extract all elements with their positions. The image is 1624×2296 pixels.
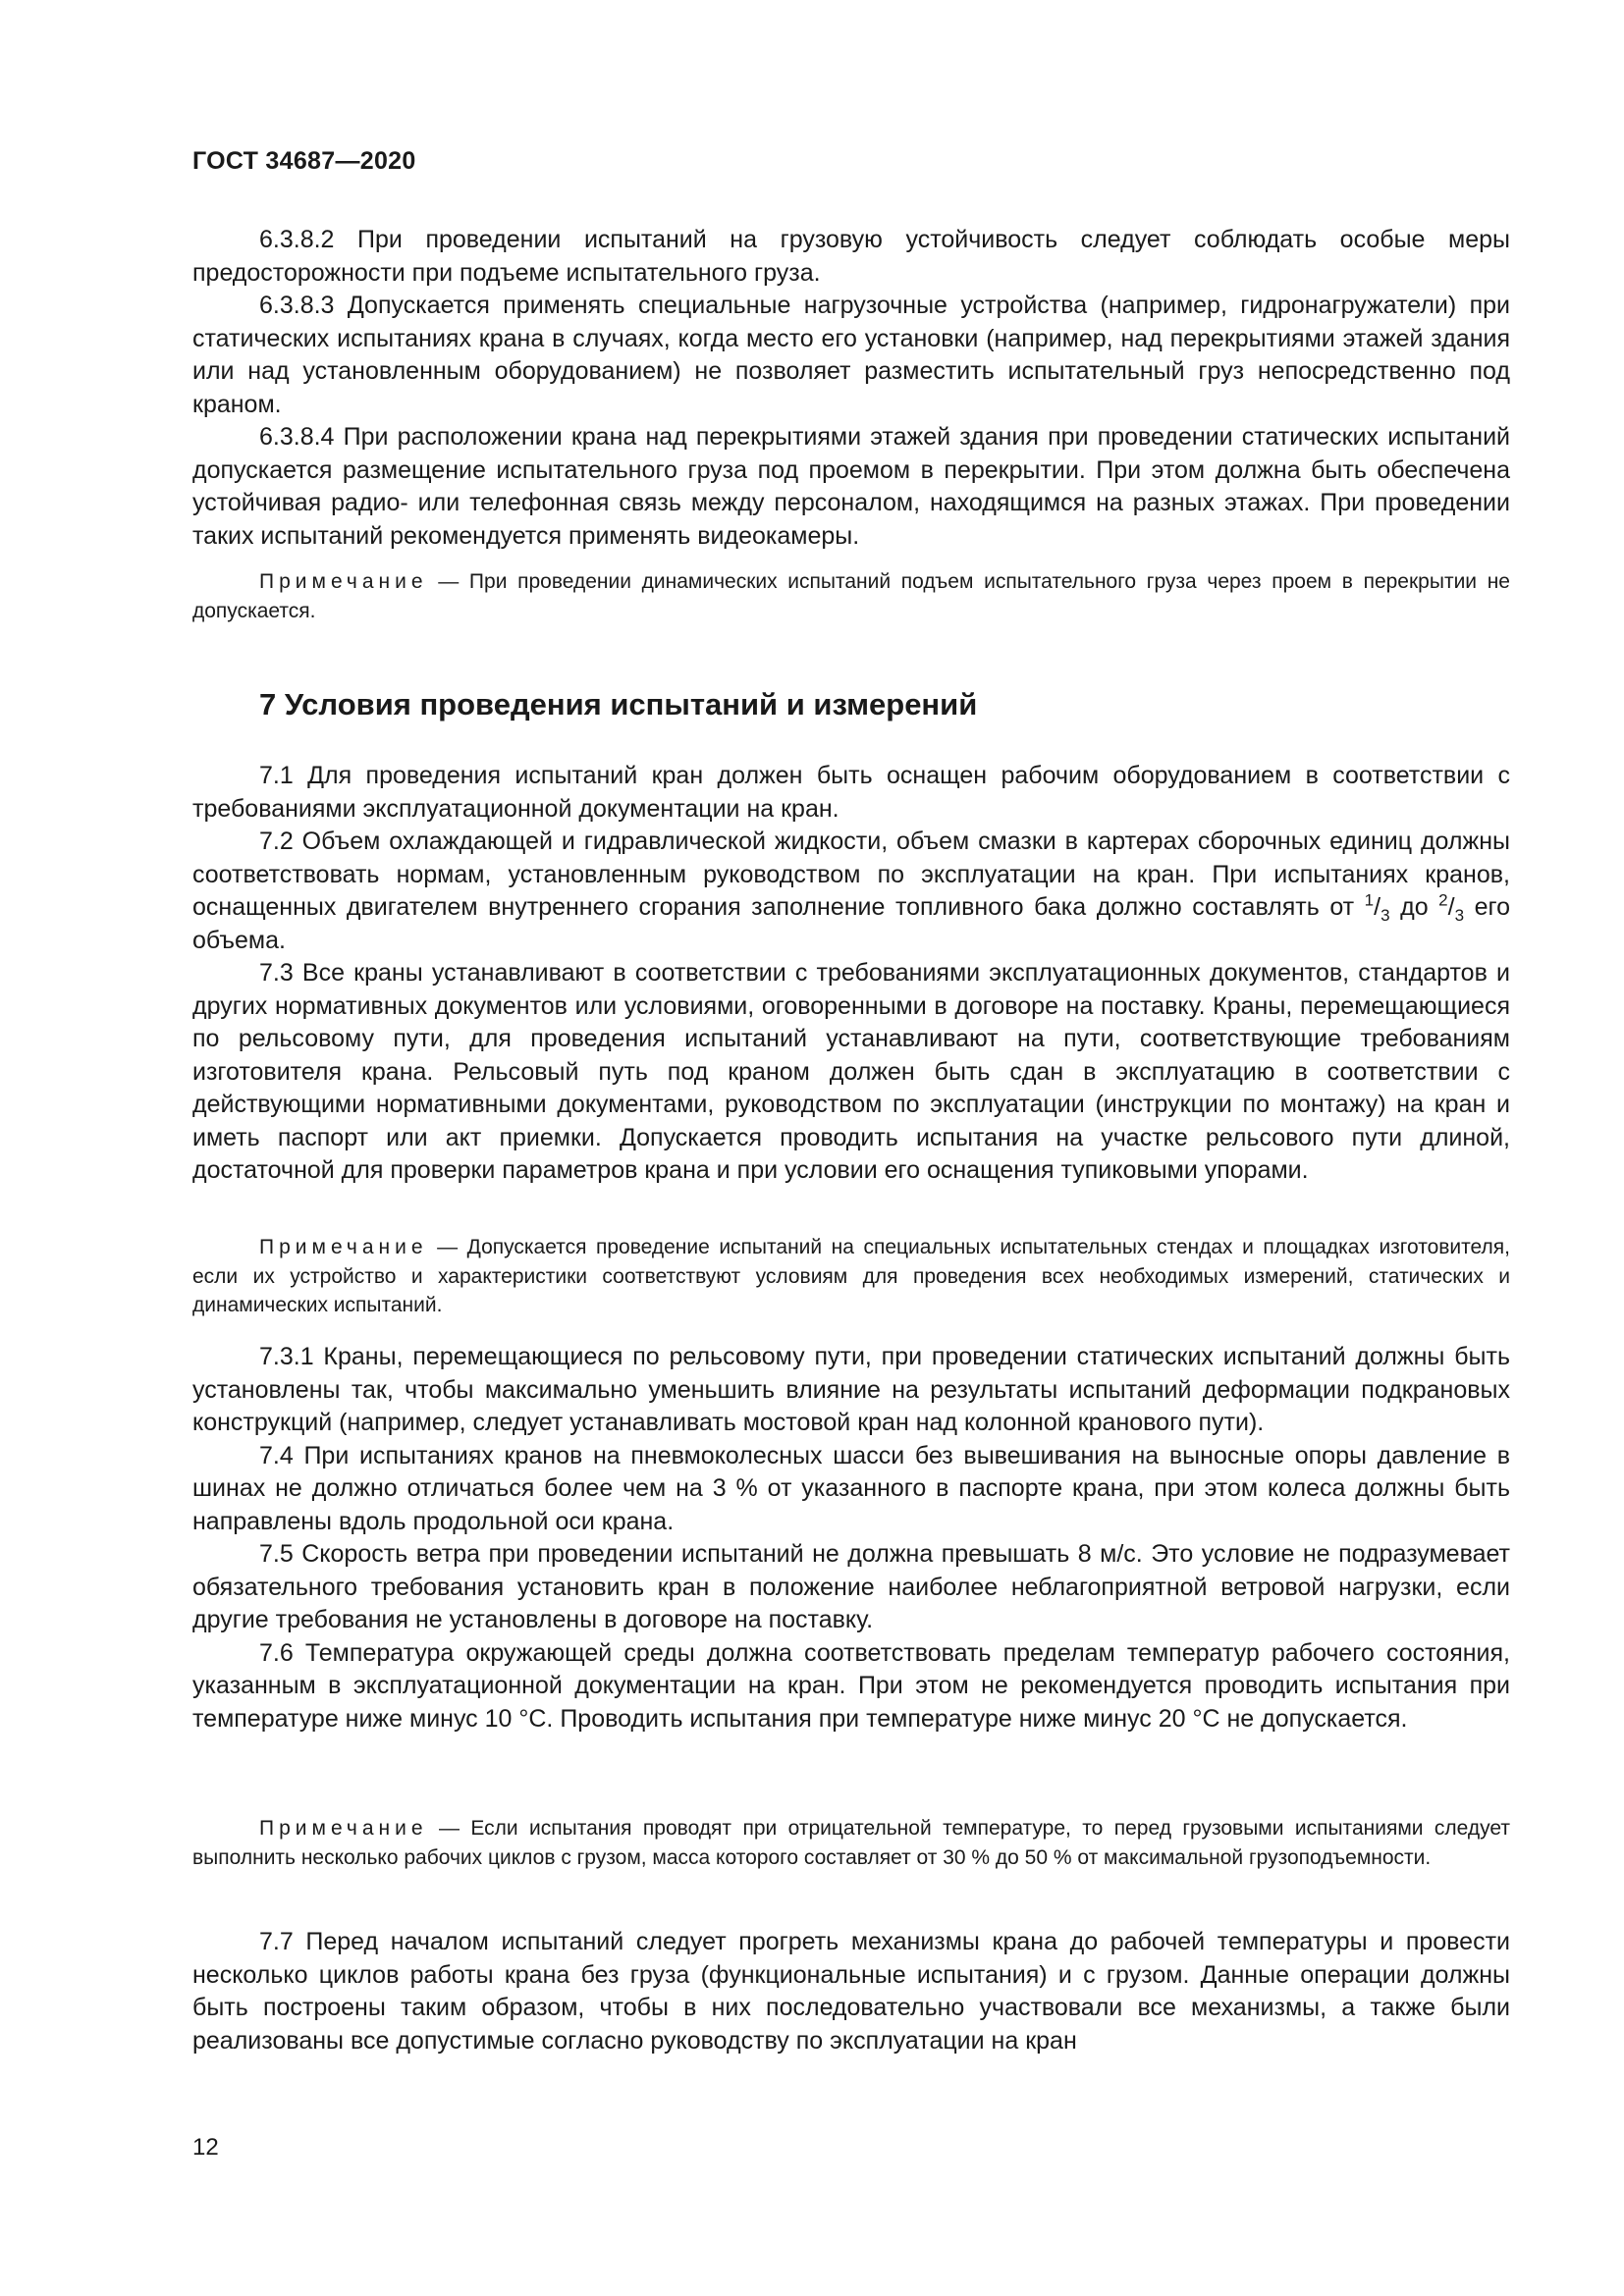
paragraph-6-3-8-3: 6.3.8.3 Допускается применять специальные нагрузочные устройства (например, гидронагружатели) при статических испытаниях крана в случаях, когда место его установки (например, над перекрытиями этажей здания или над установленным оборудованием) не позволяет разместить испытательный груз непосредственно под краном. (192, 292, 1510, 418)
section-7-heading-wrap (192, 687, 1510, 722)
paragraph-7-4: 7.4 При испытаниях кранов на пневмоколесных шасси без вывешивания на выносные опоры давление в шинах не должно отличаться более чем на 3 % от указанного в паспорте крана, при этом колеса должны быть направлены вдоль продольной оси крана. (192, 1441, 1510, 1535)
section-7-title: 7 Условия проведения испытаний и измерений (259, 687, 978, 721)
paragraph-7-6: 7.6 Температура окружающей среды должна соответствовать пределам температур рабочего состояния, указанным в эксплуатационной документации на кран. При этом не рекомендуется проводить испытания при температуре ниже минус 10 °С. Проводить испытания при температуре ниже минус 20 °С не допускается. (192, 1638, 1510, 1733)
clause-6-3-8-block (192, 224, 1510, 553)
clauses-7-3-1-to-7-6 (192, 1341, 1510, 1735)
note-3 (192, 1814, 1510, 1872)
paragraph-7-3: 7.3 Все краны устанавливают в соответствии с требованиями эксплуатационных документов, стандартов и других нормативных документов или условиями, оговоренными в договоре на поставку. Краны, перемещающиеся по рельсовому пути, для проведения испытаний устанавливают на пути, соответствующие требованиям изготовителя крана. Рельсовый путь под краном должен быть сдан в эксплуатацию в соответствии с действующими нормативными документами, руководством по эксплуатации (инструкции по монтажу) на кран и иметь паспорт или акт приемки. Допускается проводить испытания на участке рельсового пути длиной, достаточной для проверки параметров крана и при условии его оснащения тупиковыми упорами. (192, 959, 1510, 1184)
paragraph-7-1: 7.1 Для проведения испытаний кран должен быть оснащен рабочим оборудованием в соответствии с требованиями эксплуатационной документации на кран. (192, 762, 1510, 823)
paragraph-7-2: 7.2 Объем охлаждающей и гидравлической жидкости, объем смазки в картерах сборочных единиц должны соответствовать нормам, установленным руководством по эксплуатации на кран. При испытаниях кранов, оснащенных двигателем внутреннего сгорания заполнение топливного бака должно составлять от $^1/_3$ до $^2/_3$ его объема. (192, 828, 1510, 954)
note-label: Примечание (259, 1236, 428, 1258)
note-label: Примечание (259, 1817, 428, 1840)
paragraph-7-3-1: 7.3.1 Краны, перемещающиеся по рельсовому пути, при проведении статических испытаний должны быть установлены так, чтобы максимально уменьшить влияние на результаты испытаний деформации подкрановых конструкций (например, следует устанавливать мостовой кран над колонной кранового пути). (192, 1343, 1510, 1436)
note-3-text: — Если испытания проводят при отрицательной температуре, то перед грузовыми испытаниями следует выполнить несколько рабочих циклов с грузом, масса которого составляет от 30 % до 50 % от максимальной грузоподъемности. (192, 1817, 1510, 1869)
paragraph-6-3-8-2: 6.3.8.2 При проведении испытаний на грузовую устойчивость следует соблюдать особые меры предосторожности при подъеме испытательного груза. (192, 226, 1510, 287)
document-id-header: ГОСТ 34687—2020 (192, 147, 416, 175)
clauses-7-1-to-7-3 (192, 760, 1510, 1188)
note-2-text: — Допускается проведение испытаний на специальных испытательных стендах и площадках изготовителя, если их устройство и характеристики соответствуют условиям для проведения всех необходимых измерений, статических и динамических испытаний. (192, 1236, 1510, 1316)
note-1-text: — При проведении динамических испытаний подъем испытательного груза через проем в перекрытии не допускается. (192, 570, 1510, 622)
fraction-one-third: $^1/_3$ (1364, 890, 1390, 925)
clause-7-7 (192, 1926, 1510, 2057)
note-2 (192, 1233, 1510, 1320)
paragraph-7-5: 7.5 Скорость ветра при проведении испытаний не должна превышать 8 м/с. Это условие не подразумевает обязательного требования установить кран в положение наиболее неблагоприятной ветровой нагрузки, если другие требования не установлены в договоре на поставку. (192, 1540, 1510, 1633)
note-1 (192, 567, 1510, 625)
note-label: Примечание (259, 570, 428, 593)
fraction-two-thirds: $^2/_3$ (1438, 890, 1465, 925)
paragraph-6-3-8-4: 6.3.8.4 При расположении крана над перекрытиями этажей здания при проведении статических испытаний допускается размещение испытательного груза под проемом в перекрытии. При этом должна быть обеспечена устойчивая радио- или телефонная связь между персоналом, находящимся на разных этажах. При проведении таких испытаний рекомендуется применять видеокамеры. (192, 423, 1510, 550)
paragraph-7-7: 7.7 Перед началом испытаний следует прогреть механизмы крана до рабочей температуры и провести несколько циклов работы крана без груза (функциональные испытания) и с грузом. Данные операции должны быть построены таким образом, чтобы в них последовательно участвовали все механизмы, а также были реализованы все допустимые согласно руководству по эксплуатации на кран (192, 1928, 1510, 2055)
page-number: 12 (192, 2134, 219, 2161)
